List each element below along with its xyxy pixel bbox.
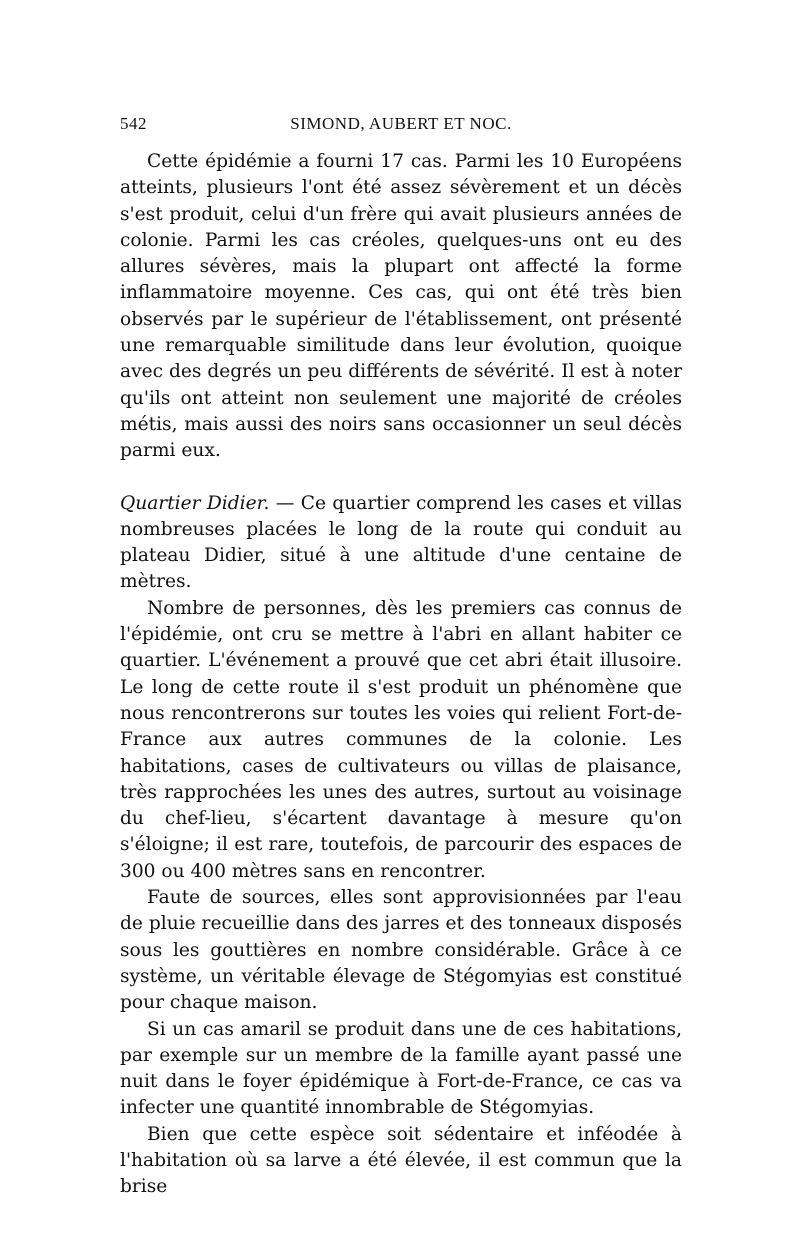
page-number: 542 (120, 114, 147, 133)
paragraph-cas-amaril: Si un cas amaril se produit dans une de ces habitations, par exemple sur un membre de la famille ayant passé une nuit dans le foyer épidémique à Fort-de-France, ce cas va infecter une quantité innombrable de Stégomyias. (120, 1018, 682, 1119)
section-heading: Quartier Didier. (120, 492, 270, 514)
paragraph-nombre-de-personnes: Nombre de personnes, dès les premiers cas connus de l'épidémie, ont cru se mettre à l'abri en allant habiter ce quartier. L'événement a prouvé que cet abri était illusoire. Le long de cette route il s'est produit un phénomène que nous rencontrerons sur toutes les voies qui relient Fort-de-France aux autres communes de la colonie. Les habitations, cases de cultivateurs ou villas de plaisance, très rapprochées les unes des autres, surtout au voisinage du chef-lieu, s'écartent davantage à mesure qu'on s'éloigne; il est rare, toutefois, de parcourir des espaces de 300 ou 400 mètres sans en rencontrer. (120, 597, 682, 882)
paragraph-bien-que: Bien que cette espèce soit sédentaire et inféodée à l'habitation où sa larve a été élevée, il est commun que la brise (120, 1123, 682, 1198)
heading-dash: — (275, 492, 295, 514)
body-text (120, 149, 682, 1201)
page-header (120, 114, 682, 140)
paragraph-faute-de-sources: Faute de sources, elles sont approvisionnées par l'eau de pluie recueillie dans des jarres et des tonneaux disposés sous les gouttières en nombre considérable. Grâce à ce système, un véritable élevage de Stégomyias est constitué pour chaque maison. (120, 887, 682, 1014)
paragraph-quartier-didier (120, 491, 682, 596)
running-title: SIMOND, AUBERT ET NOC. (290, 114, 512, 133)
book-page (120, 114, 682, 1201)
paragraph-epidemic-cases: Cette épidémie a fourni 17 cas. Parmi les 10 Européens atteints, plusieurs l'ont été assez sévèrement et un décès s'est produit, celui d'un frère qui avait plusieurs années de colonie. Parmi les cas créoles, quelques-uns ont eu des allures sévères, mais la plupart ont affecté la forme inflammatoire moyenne. Ces cas, qui ont été très bien observés par le supérieur de l'établissement, ont présenté une remarquable similitude dans leur évolution, quoique avec des degrés un peu différents de sévérité. Il est à noter qu'ils ont atteint non seulement une majorité de créoles métis, mais aussi des noirs sans occasionner un seul décès parmi eux. (120, 151, 682, 462)
paragraph-text: Ce quartier comprend les cases et villas nombreuses placées le long de la route qui conduit au plateau Didier, situé à une altitude d'une centaine de mètres. (120, 492, 682, 593)
